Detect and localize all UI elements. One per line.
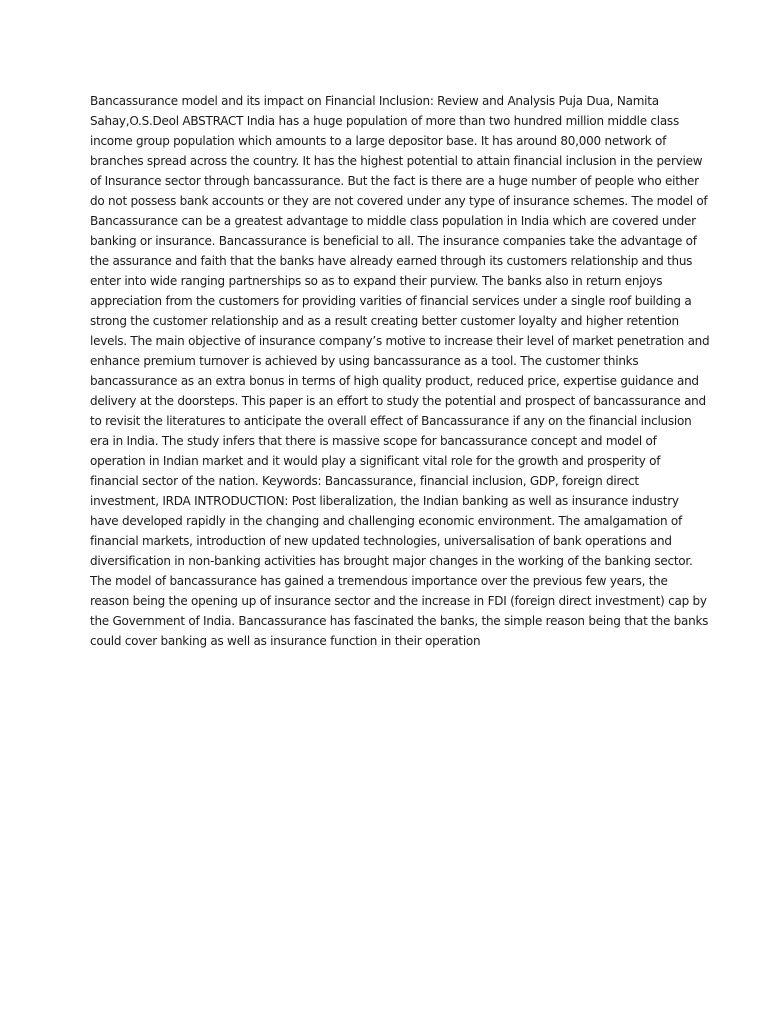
document-body-text: Bancassurance model and its impact on Financial Inclusion: Review and Analysis Puja Dua, Namita Sahay,O.S.Deol ABSTRACT India has a huge population of more than two hundred million middle class income group population which amounts to a large depositor base. It has around 80,000 network of branches spread across the country. It has the highest potential to attain financial inclusion in the perview of Insurance sector through bancassurance. But the fact is there are a huge number of people who either do not possess bank accounts or they are not covered under any type of insurance schemes. The model of Bancassurance can be a greatest advantage to middle class population in India which are covered under banking or insurance. Bancassurance is beneficial to all. The insurance companies take the advantage of the assurance and faith that the banks have already earned through its customers relationship and thus enter into wide ranging partnerships so as to expand their purview. The banks also in return enjoys appreciation from the customers for providing varities of financial services under a single roof building a strong the customer relationship and as a result creating better customer loyalty and higher retention levels. The main objective of insurance company’s motive to increase their level of market penetration and enhance premium turnover is achieved by using bancassurance as a tool. The customer thinks bancassurance as an extra bonus in terms of high quality product, reduced price, expertise guidance and delivery at the doorsteps. This paper is an effort to study the potential and prospect of bancassurance and to revisit the literatures to anticipate the overall effect of Bancassurance if any on the financial inclusion era in India. The study infers that there is massive scope for bancassurance concept and model of operation in Indian market and it would play a significant vital role for the growth and prosperity of financial sector of the nation. Keywords: Bancassurance, financial inclusion, GDP, foreign direct investment, IRDA INTRODUCTION: Post liberalization, the Indian banking as well as insurance industry have developed rapidly in the changing and challenging economic environment. The amalgamation of financial markets, introduction of new updated technologies, universalisation of bank operations and diversification in non-banking activities has brought major changes in the working of the banking sector. The model of bancassurance has gained a tremendous importance over the previous few years, the reason being the opening up of insurance sector and the increase in FDI (foreign direct investment) cap by the Government of India. Bancassurance has fascinated the banks, the simple reason being that the banks could cover banking as well as insurance function in their operation <box>90 94 710 648</box>
